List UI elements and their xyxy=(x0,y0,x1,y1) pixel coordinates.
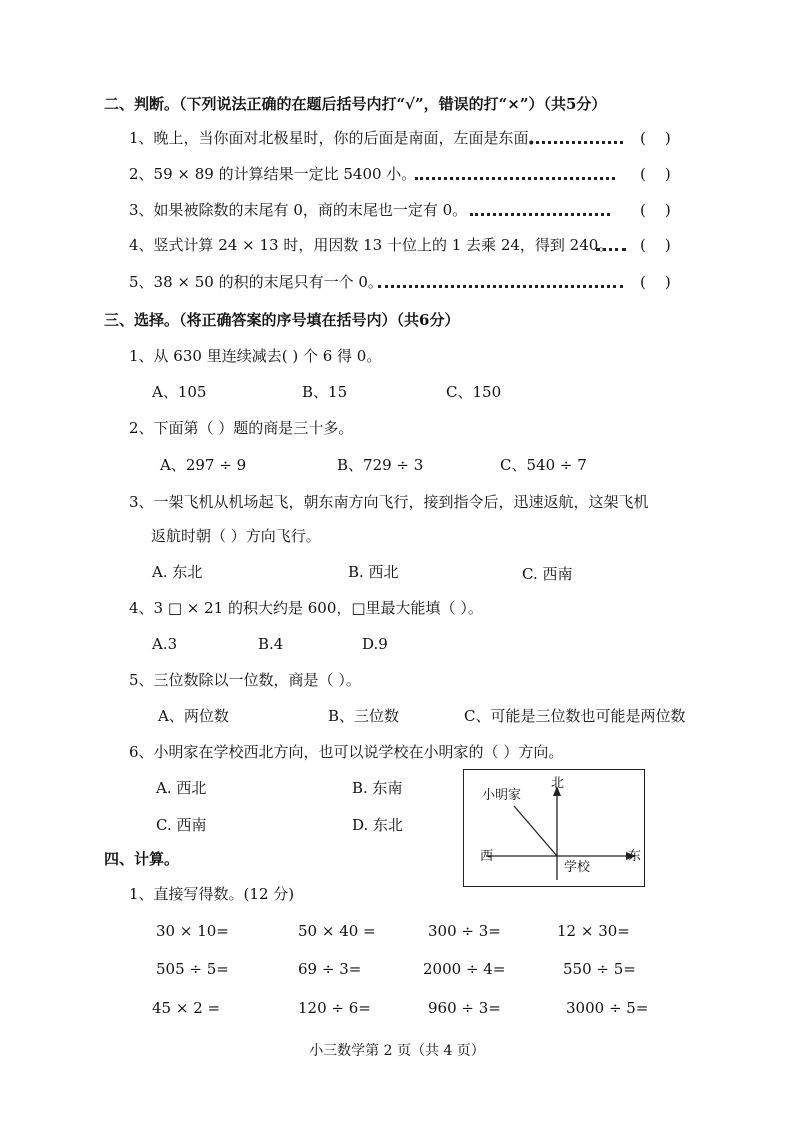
q2-option-a: A、297 ÷ 9 xyxy=(160,456,247,474)
calc-item: 2000 ÷ 4= xyxy=(423,960,506,978)
choice-q2: 2、下面第（ ）题的商是三十多。 xyxy=(129,419,354,437)
q4-option-b: B.4 xyxy=(258,635,284,653)
calc-item: 550 ÷ 5= xyxy=(563,960,636,978)
judge-item-3: 3、如果被除数的末尾有 0，商的末尾也一定有 0。 xyxy=(129,201,468,219)
q3-option-b: B. 西北 xyxy=(348,563,399,581)
dot-leader xyxy=(530,141,623,144)
section3-title: 三、选择。（将正确答案的序号填在括号内）（共6分） xyxy=(104,311,460,329)
q6-option-d: D. 东北 xyxy=(352,816,404,834)
q6-option-a: A. 西北 xyxy=(156,779,207,797)
calc-item: 505 ÷ 5= xyxy=(156,960,229,978)
school-label: 学校 xyxy=(564,860,591,875)
answer-paren-3[interactable]: ( ) xyxy=(640,201,671,219)
section4-title: 四、计算。 xyxy=(104,850,180,868)
calc-item: 300 ÷ 3= xyxy=(428,922,501,940)
north-label: 北 xyxy=(551,776,565,791)
q6-option-b: B. 东南 xyxy=(352,779,403,797)
choice-q5: 5、三位数除以一位数，商是（ ）。 xyxy=(129,671,361,689)
west-label: 西 xyxy=(480,849,494,864)
answer-paren-2[interactable]: ( ) xyxy=(640,165,671,183)
q2-option-c: C、540 ÷ 7 xyxy=(500,456,587,474)
dot-leader xyxy=(596,248,626,251)
q4-option-d: D.9 xyxy=(362,635,388,653)
q2-option-b: B、729 ÷ 3 xyxy=(337,456,424,474)
q3-option-c: C. 西南 xyxy=(522,565,573,583)
page-footer: 小三数学第 2 页（共 4 页） xyxy=(309,1043,485,1059)
q3-option-a: A. 东北 xyxy=(152,563,203,581)
q1-option-b: B、15 xyxy=(302,383,348,401)
calc-item: 12 × 30= xyxy=(557,922,630,940)
q5-option-b: B、三位数 xyxy=(328,707,400,725)
choice-q3: 3、一架飞机从机场起飞，朝东南方向飞行，接到指令后，迅速返航，这架飞机 xyxy=(129,493,649,511)
choice-q3-line2: 返航时朝（ ）方向飞行。 xyxy=(151,527,321,545)
judge-item-1: 1、晚上，当你面对北极星时，你的后面是南面，左面是东面。 xyxy=(129,129,544,147)
answer-paren-4[interactable]: ( ) xyxy=(640,236,671,254)
section2-title: 二、判断。（下列说法正确的在题后括号内打“√”，错误的打“×”）（共5分） xyxy=(104,95,607,113)
calc-item: 69 ÷ 3= xyxy=(298,960,362,978)
calc-item: 3000 ÷ 5= xyxy=(566,999,649,1017)
calc-item: 960 ÷ 3= xyxy=(428,999,501,1017)
choice-q6: 6、小明家在学校西北方向，也可以说学校在小明家的（ ）方向。 xyxy=(129,743,564,761)
dot-leader xyxy=(470,213,610,216)
judge-item-2: 2、59 × 89 的计算结果一定比 5400 小。 xyxy=(129,165,417,183)
calc-item: 45 × 2 = xyxy=(152,999,221,1017)
answer-paren-5[interactable]: ( ) xyxy=(640,273,671,291)
answer-paren-1[interactable]: ( ) xyxy=(640,129,671,147)
calc-item: 120 ÷ 6= xyxy=(298,999,371,1017)
judge-item-5: 5、38 × 50 的积的末尾只有一个 0。 xyxy=(129,273,383,291)
q4-option-a: A.3 xyxy=(152,635,178,653)
judge-item-4: 4、竖式计算 24 × 13 时，用因数 13 十位上的 1 去乘 24，得到 240。 xyxy=(129,236,614,254)
home-label: 小明家 xyxy=(482,788,522,803)
dot-leader xyxy=(415,177,615,180)
choice-q1: 1、从 630 里连续减去( ) 个 6 得 0。 xyxy=(129,347,382,365)
q6-option-c: C. 西南 xyxy=(156,816,207,834)
dot-leader xyxy=(378,285,623,288)
q1-option-a: A、105 xyxy=(152,383,207,401)
east-label: 东 xyxy=(628,849,642,864)
direction-diagram xyxy=(463,769,645,887)
calc-sub1-title: 1、直接写得数。(12 分) xyxy=(129,885,295,903)
q5-option-a: A、两位数 xyxy=(158,707,229,725)
q1-option-c: C、150 xyxy=(446,383,502,401)
calc-item: 50 × 40 = xyxy=(298,922,376,940)
choice-q4: 4、3 □ × 21 的积大约是 600，□里最大能填（ ）。 xyxy=(129,599,483,617)
calc-item: 30 × 10= xyxy=(156,922,229,940)
q5-option-c: C、可能是三位数也可能是两位数 xyxy=(464,707,686,725)
